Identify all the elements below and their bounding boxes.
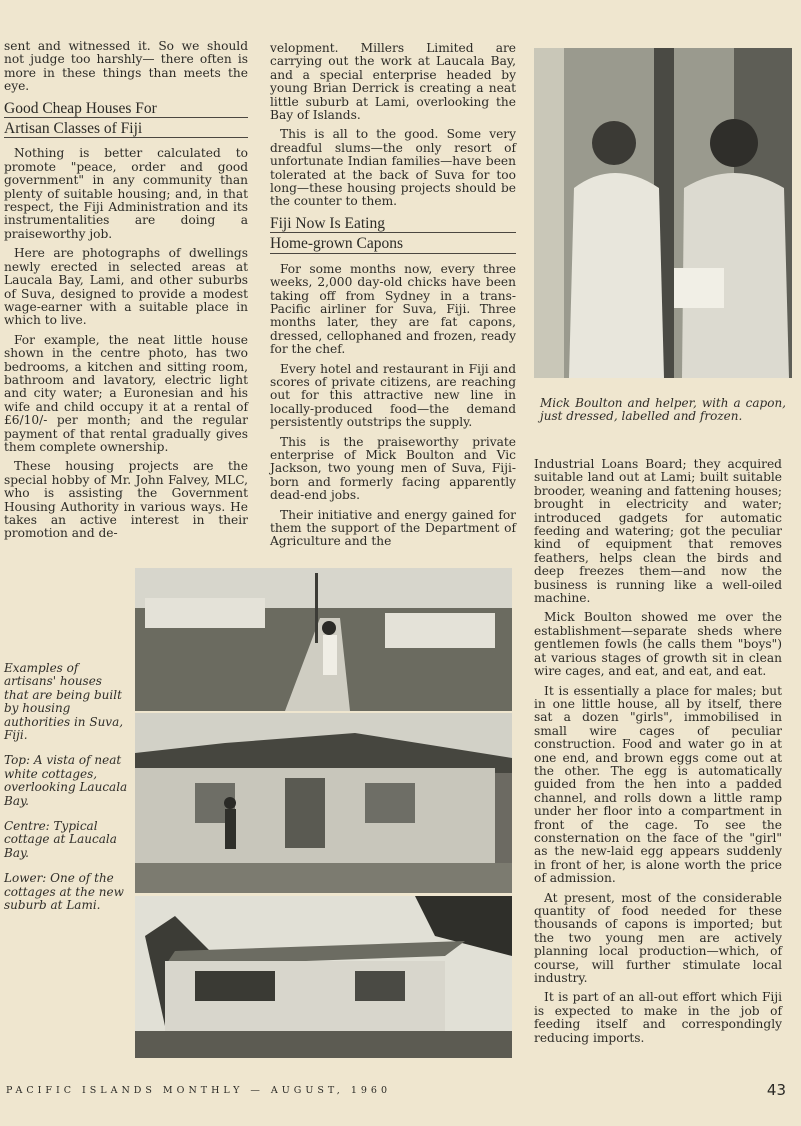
col2-paragraph: For some months now, every three weeks, 2,000 day-old chicks have been taking off from Sydney in a trans-Pacific airliner for Suva, Fiji. Three months later, they are fat capons, dressed, cellophaned and frozen, ready for the chef. xyxy=(270,261,516,357)
publication-line: PACIFIC ISLANDS MONTHLY — AUGUST, 1960 xyxy=(6,1085,392,1096)
caption-housing-top: Top: A vista of neat white cottages, overlooking Laucala Bay. xyxy=(4,753,128,808)
caption-housing-intro: Examples of artisans' houses that are being built by housing authorities in Suva, Fiji. xyxy=(4,661,124,743)
photo-typical-cottage xyxy=(135,713,512,893)
col1-paragraph: For example, the neat little house shown in the centre photo, has two bedrooms, a kitchen and sitting room, bathroom and lavatory, electric light and city water; a Euronesian and his wife and child occupy it at a rental of £6/10/- per month; and the regular payment of that rental gradually gives them complete ownership. xyxy=(4,332,248,454)
photo-men-with-capon xyxy=(534,48,792,378)
column-3 xyxy=(534,458,782,1051)
col2-paragraph: Their initiative and energy gained for them the support of the Department of Agriculture and the xyxy=(270,507,516,549)
page-footer xyxy=(6,1083,786,1103)
page-number: 43 xyxy=(766,1081,786,1099)
capons-heading-line1: Fiji Now Is Eating xyxy=(270,217,516,233)
photo-lami-cottage xyxy=(135,896,512,1058)
caption-housing-photos xyxy=(4,662,128,925)
col3-paragraph: At present, most of the considerable quantity of food needed for these thousands of capons is imported; but the two young men are actively planning local production—which, of course, will further stimulate local industry. xyxy=(534,890,782,986)
caption-housing-centre: Centre: Typical cottage at Laucala Bay. xyxy=(4,819,117,860)
caption-capon-photo: Mick Boulton and helper, with a capon, just dressed, labelled and frozen. xyxy=(540,396,786,423)
col2-paragraph: This is all to the good. Some very dreadful slums—the only resort of unfortunate Indian families—have been tolerated at the back of Suva for too long—these housing projects should be the counter to them. xyxy=(270,127,516,209)
photo-vista-cottages xyxy=(135,568,512,711)
housing-heading-line2: Artisan Classes of Fiji xyxy=(4,122,248,138)
column-2 xyxy=(270,42,516,555)
col1-intro: sent and witnessed it. So we should not judge too harshly— there often is more in these things than meets the eye. xyxy=(4,39,248,94)
capons-heading-line2: Home-grown Capons xyxy=(270,237,516,253)
col2-paragraph: Every hotel and restaurant in Fiji and scores of private citizens, are reaching out for this attractive new line in locally-produced food—the demand persistently outstrips the supply. xyxy=(270,361,516,430)
col1-paragraph: Nothing is better calculated to promote "peace, order and good government" in any community than plenty of suitable housing; and, in that respect, the Fiji Administration and its instrumentalities are doing a praiseworthy job. xyxy=(4,146,248,241)
col3-paragraph: Mick Boulton showed me over the establishment—separate sheds where gentlemen fowls (he calls them "boys") at various stages of growth sit in clean wire cages, and eat, and eat, and eat. xyxy=(534,610,782,679)
col1-paragraph: These housing projects are the special hobby of Mr. John Falvey, MLC, who is assisting the Government Housing Authority in various ways. He takes an active interest in their promotion and de- xyxy=(4,459,248,541)
column-1 xyxy=(4,40,248,547)
housing-heading-line1: Good Cheap Houses For xyxy=(4,102,248,118)
col2-intro: velopment. Millers Limited are carrying out the work at Laucala Bay, and a special enterprise headed by young Brian Derrick is creating a neat little suburb at Lami, overlooking the Bay of Islands. xyxy=(270,41,516,123)
col3-intro: Industrial Loans Board; they acquired suitable land out at Lami; built suitable brooder, weaning and fattening houses; brought in electricity and water; introduced gadgets for automatic feeding and watering; got the peculiar kind of equipment that removes feathers, helps clean the birds and deep freezes them—and now the business is running like a well-oiled machine. xyxy=(534,457,782,606)
caption-housing-lower: Lower: One of the cottages at the new suburb at Lami. xyxy=(4,871,124,913)
col1-paragraph: Here are photographs of dwellings newly erected in selected areas at Laucala Bay, Lami, and other suburbs of Suva, designed to provide a modest wage-earner with a suitable place in which to live. xyxy=(4,246,248,328)
col3-paragraph: It is part of an all-out effort which Fiji is expected to make in the job of feeding itself and correspondingly reducing imports. xyxy=(534,990,782,1045)
col2-paragraph: This is the praiseworthy private enterprise of Mick Boulton and Vic Jackson, two young men of Suva, Fiji-born and formerly facing apparently dead-end jobs. xyxy=(270,434,516,503)
col3-paragraph: It is essentially a place for males; but in one little house, all by itself, there sat a dozen "girls", immobilised in small wire cages of peculiar construction. Food and water go in at one end, and brown eggs come out at the other. The egg is automatically guided from the hen into a padded channel, and rolls down a little ramp under her floor into a compartment in front of the cage. To see the consternation on the face of the "girl" as the new-laid egg appears suddenly in front of her, is alone worth the price of admission. xyxy=(534,683,782,886)
